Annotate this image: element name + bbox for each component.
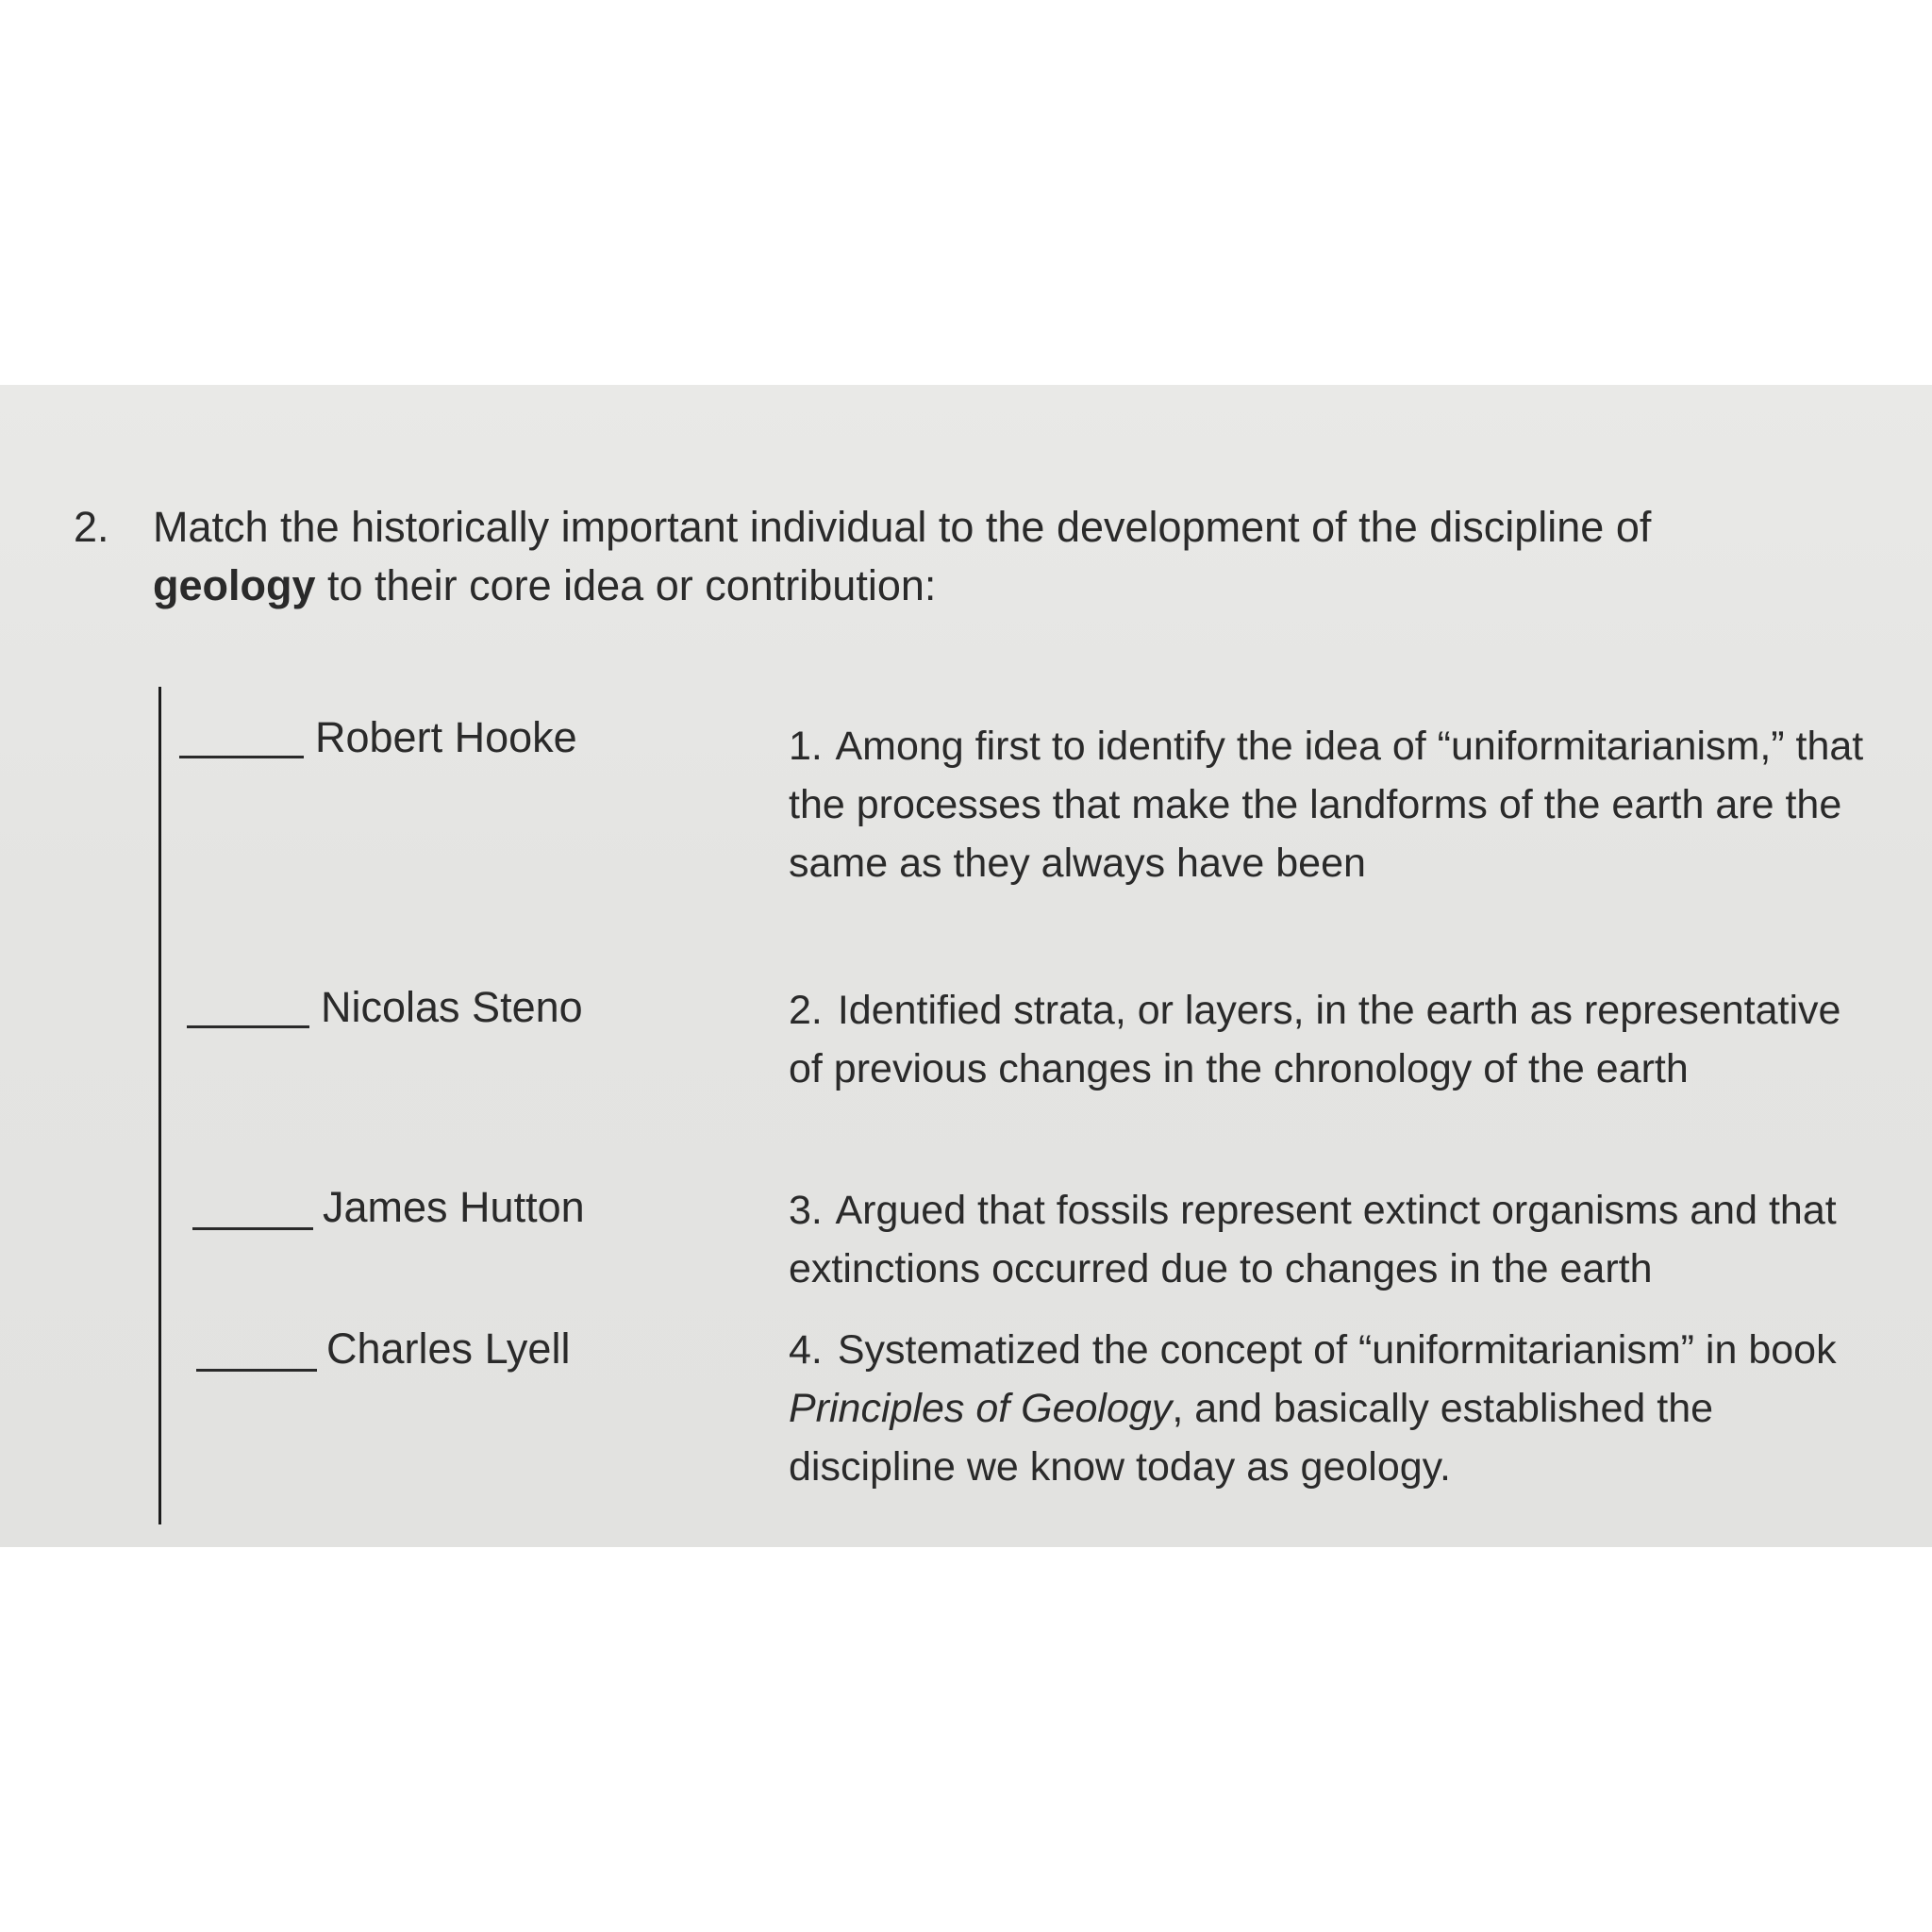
- description-number: 3.: [789, 1188, 823, 1233]
- question-prompt: [153, 498, 1813, 615]
- answer-blank-hutton[interactable]: [192, 1227, 313, 1230]
- answer-blank-steno[interactable]: [187, 1025, 309, 1028]
- margin-rule: [158, 687, 161, 1524]
- description-2: [789, 981, 1883, 1098]
- answer-blank-lyell[interactable]: [196, 1369, 317, 1372]
- description-1: [789, 717, 1883, 892]
- description-number: 2.: [789, 988, 823, 1033]
- answer-blank-hooke[interactable]: [179, 756, 304, 758]
- description-3: [789, 1181, 1883, 1298]
- name-charles-lyell: Charles Lyell: [326, 1324, 571, 1373]
- description-4: [789, 1321, 1883, 1496]
- question-text-bold: geology: [153, 561, 316, 609]
- description-text: Identified strata, or layers, in the earth as representative of previous changes in the chronology of the earth: [789, 988, 1841, 1091]
- description-number: 4.: [789, 1327, 823, 1373]
- question-number: 2.: [74, 503, 109, 551]
- description-number: 1.: [789, 724, 823, 769]
- worksheet-page: [0, 385, 1932, 1547]
- description-text: Argued that fossils represent extinct organisms and that extinctions occurred due to changes in the earth: [789, 1188, 1837, 1291]
- description-text: Among first to identify the idea of “uniformitarianism,” that the processes that make the landforms of the earth are the same as they always have been: [789, 724, 1864, 886]
- question-text-start: Match the historically important individual to the development of the discipline of: [153, 503, 1652, 551]
- name-nicolas-steno: Nicolas Steno: [321, 983, 583, 1031]
- name-robert-hooke: Robert Hooke: [315, 713, 577, 761]
- book-title: Principles of Geology: [789, 1386, 1173, 1431]
- description-text-start: Systematized the concept of “uniformitarianism” in book: [837, 1327, 1837, 1373]
- question-text-end: to their core idea or contribution:: [315, 561, 937, 609]
- description-text-end: , and basically established the discipline we know today as geology.: [789, 1386, 1714, 1490]
- name-james-hutton: James Hutton: [323, 1183, 585, 1231]
